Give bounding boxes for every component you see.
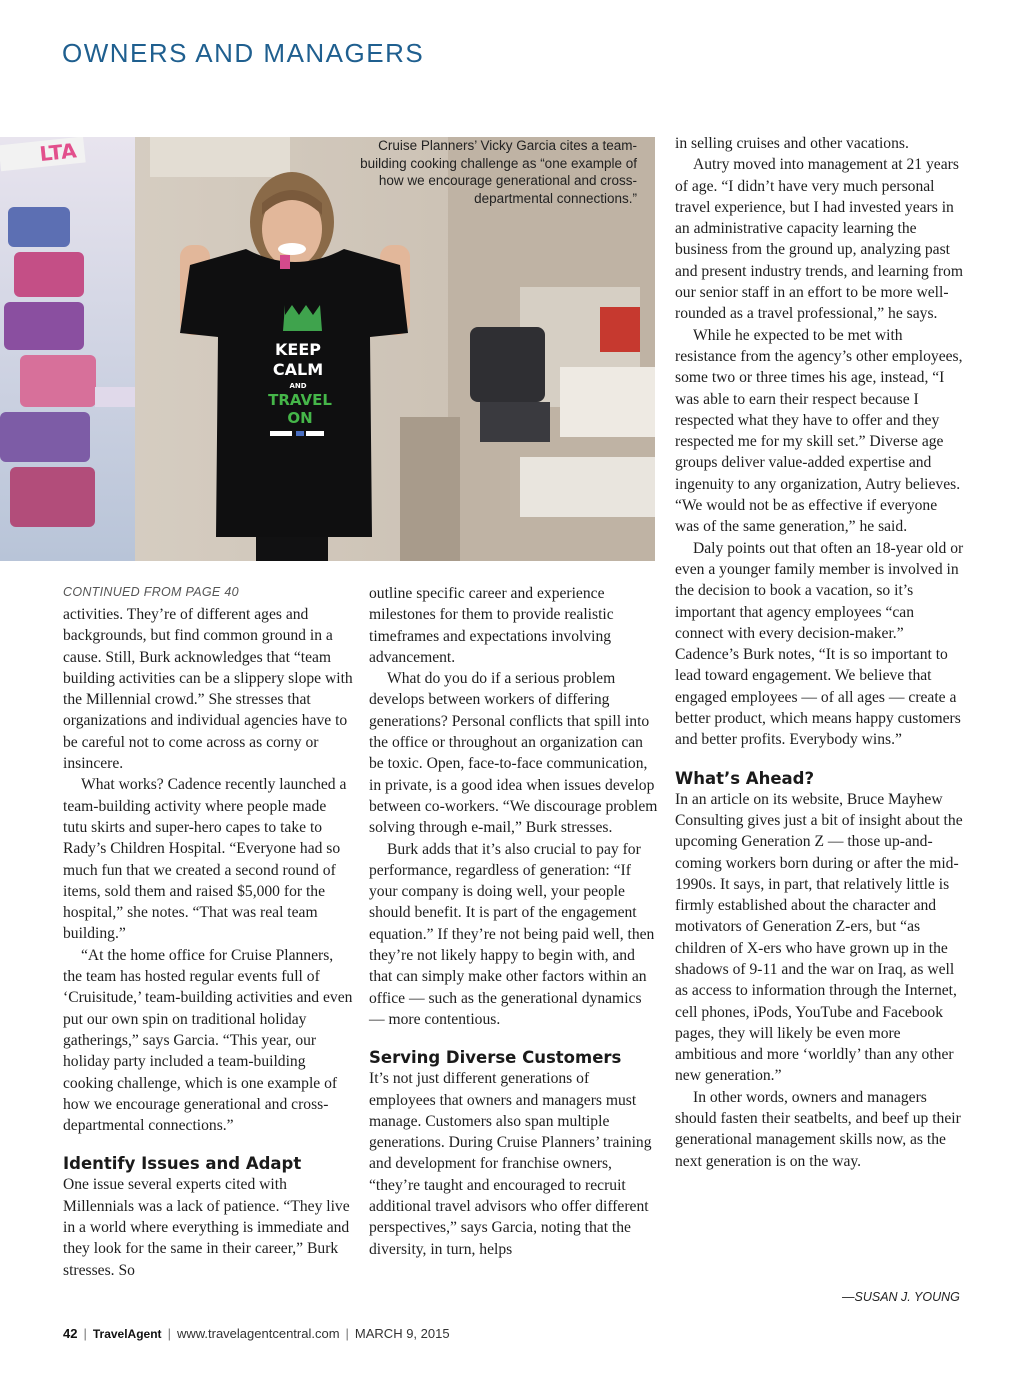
section-heading: Identify Issues and Adapt <box>63 1154 302 1174</box>
shirt-text-on: ON <box>287 409 313 427</box>
article-column-1 <box>63 583 353 1281</box>
paragraph: Burk adds that it’s also crucial to pay for performance, regardless of generation: “If your company is doing well, your people should benefit. It is part of the engagement equation.” If they’re not being paid well, then they’re not likely happy to begin with, and that can simply make other factors within an office — such as the generational dynamics — more contentious. <box>369 840 655 1028</box>
paragraph: outline specific career and experience milestones for them to provide realistic timeframes and expectations involving advancement. <box>369 585 614 666</box>
paragraph: Autry moved into management at 21 years of age. “I didn’t have very much personal travel experience, but I had invested years in an administrative capacity learning the business from the ground up, analyzing past and present industry trends, and learning from our senior staff in an effort to be more well-rounded as a travel professional,” he says. <box>675 156 963 323</box>
footer-url: www.travelagentcentral.com <box>176 1326 340 1341</box>
paragraph: “At the home office for Cruise Planners, the team has hosted regular events full of ‘Cruisitude,’ team-building activities and even put our own spin on traditional holiday gatherings,” says Garcia. “This year, our holiday party included a team-building cooking challenge, which is one example of how we encourage generational and cross-departmental connections.” <box>63 946 353 1135</box>
byline: —SUSAN J. YOUNG <box>842 1290 960 1304</box>
magazine-brand: TravelAgent <box>92 1327 162 1341</box>
poster-sign: LTA <box>38 138 78 167</box>
section-heading: Serving Diverse Customers <box>369 1048 622 1068</box>
paragraph: activities. They’re of different ages and backgrounds, but find common ground in a cause. Still, Burk acknowledges that “team building activities can be a slippery slope with the Millennial crowd.” She stresses that organizations and individual agencies have to be careful not to come across as corny or insincere. <box>63 606 353 773</box>
paragraph: In other words, owners and managers should fasten their seatbelts, and beef up their generational management skills now, as the next generation is on the way. <box>675 1088 961 1170</box>
shirt-text-travel: TRAVEL <box>268 391 332 409</box>
paragraph: One issue several experts cited with Millennials was a lack of patience. “They live in a world where everything is immediate and they look for the same in their career,” Burk stresses. So <box>63 1176 350 1279</box>
issue-date: MARCH 9, 2015 <box>354 1326 450 1341</box>
article-column-3 <box>675 133 965 1172</box>
paragraph: Daly points out that often an 18-year old or even a younger family member is involved in the decision to book a vacation, so it’s important that agency employees “can connect with every decision-maker.” Cadence’s Burk notes, “It is so important to lead toward engagement. We believe that engaged employees — of all ages — create a better product, which means happy customers and better profits. Everybody wins.” <box>675 539 964 749</box>
article-column-2 <box>369 583 659 1260</box>
photo-caption: Cruise Planners’ Vicky Garcia cites a team-building cooking challenge as “one example of how we encourage generational and cross-departmental connections.” <box>360 138 637 206</box>
continued-note: CONTINUED FROM PAGE 40 <box>63 585 239 599</box>
shirt-text-and: AND <box>289 382 307 390</box>
paragraph: in selling cruises and other vacations. <box>675 135 909 152</box>
paragraph: It’s not just different generations of employees that owners and managers must manage. Customers also span multiple generations. During Cruise Planners’ training and development for franchise owners, “they’re taught and encouraged to recruit additional travel advisors who offer different perspectives,” says Garcia, noting that the diversity, in turn, helps <box>369 1070 652 1258</box>
section-heading: What’s Ahead? <box>675 768 815 788</box>
shirt-text-calm: CALM <box>272 360 324 379</box>
paragraph: What works? Cadence recently launched a team-building activity where people made tutu skirts and super-hero capes to take to Rady’s Children Hospital. “Everyone had so much fun that we created a second round of items, sold them and raised $5,000 for the hospital,” she notes. “That was real team building.” <box>63 776 347 943</box>
paragraph: In an article on its website, Bruce Mayhew Consulting gives just a bit of insight about the upcoming Generation Z — those up-and-coming workers born during or after the mid-1990s. It says, in part, that relatively little is firmly established about the character and motivators of Generation Z-ers, but “as children of X-ers who have grown up in the shadows of 9-11 and the war on Iraq, as well as access to information through the Internet, cell phones, iPods, YouTube and Facebook pages, they will likely be even more ambitious and more ‘worldly’ than any other new generation.” <box>675 790 963 1085</box>
page-number: 42 <box>63 1326 78 1341</box>
page-footer: 42 | TravelAgent | www.travelagentcentral.com | MARCH 9, 2015 <box>63 1326 450 1341</box>
article-photo <box>0 137 655 561</box>
section-title: OWNERS AND MANAGERS <box>62 38 425 68</box>
paragraph: While he expected to be met with resistance from the agency’s other employees, some two or three times his age, instead, “I was able to earn their respect because I respected what they have to offer and they respected me for my skill set.” Diverse age groups deliver value-added expertise and ingenuity to any organization, Autry believes. “We would not be as effective if everyone was of the same generation,” he said. <box>675 326 963 536</box>
paragraph: What do you do if a serious problem develops between workers of differing generations? Personal conflicts that spill into the office or throughout an organization can be toxic. Open, face-to-face communication, in private, is a good idea when issues develop between co-workers. “We discourage problem solving through e-mail,” Burk stresses. <box>369 670 658 837</box>
shirt-text-keep: KEEP <box>275 340 321 359</box>
